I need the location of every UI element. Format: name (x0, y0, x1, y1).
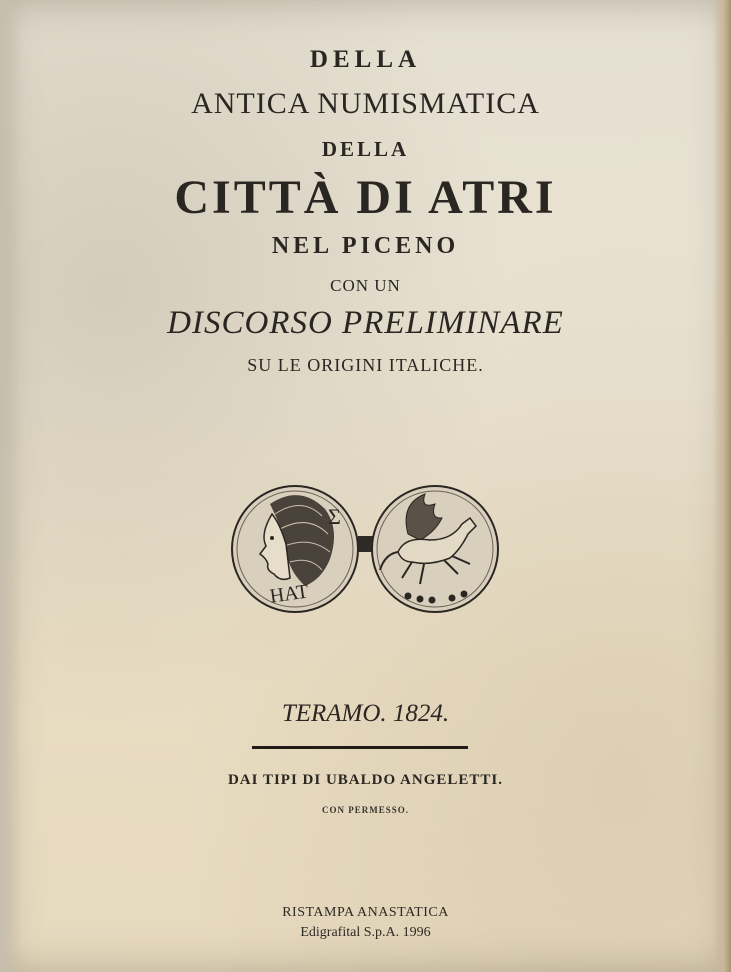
coin-inscription-sigma: Σ (328, 504, 341, 529)
title-line-discorso: DISCORSO PRELIMINARE (167, 305, 564, 341)
printer-line: DAI TIPI DI UBALDO ANGELETTI. (227, 772, 504, 788)
title-line-con-un: CON UN (330, 276, 401, 295)
imprint-place-year: TERAMO. 1824. (281, 700, 450, 727)
title-line-della-2: DELLA (321, 137, 410, 161)
title-line-nel-piceno: NEL PICENO (271, 233, 460, 259)
publisher-line: Edigrafital S.p.A. 1996 (300, 925, 431, 940)
coin-inscription-hat: HAT (268, 580, 310, 608)
reprint-line: RISTAMPA ANASTATICA (282, 905, 449, 920)
permission-line: CON PERMESSO. (321, 805, 409, 815)
title-line-della: DELLA (309, 46, 422, 73)
title-line-origini: SU LE ORIGINI ITALICHE. (247, 355, 484, 375)
coin-pegasus-icon (372, 486, 498, 612)
separator-rule (252, 746, 468, 749)
coin-illustration (230, 474, 500, 624)
title-line-citta-di-atri: CITTÀ DI ATRI (174, 171, 557, 224)
coin-head-icon (232, 486, 358, 612)
title-line-antica-numismatica: ANTICA NUMISMATICA (191, 87, 540, 120)
